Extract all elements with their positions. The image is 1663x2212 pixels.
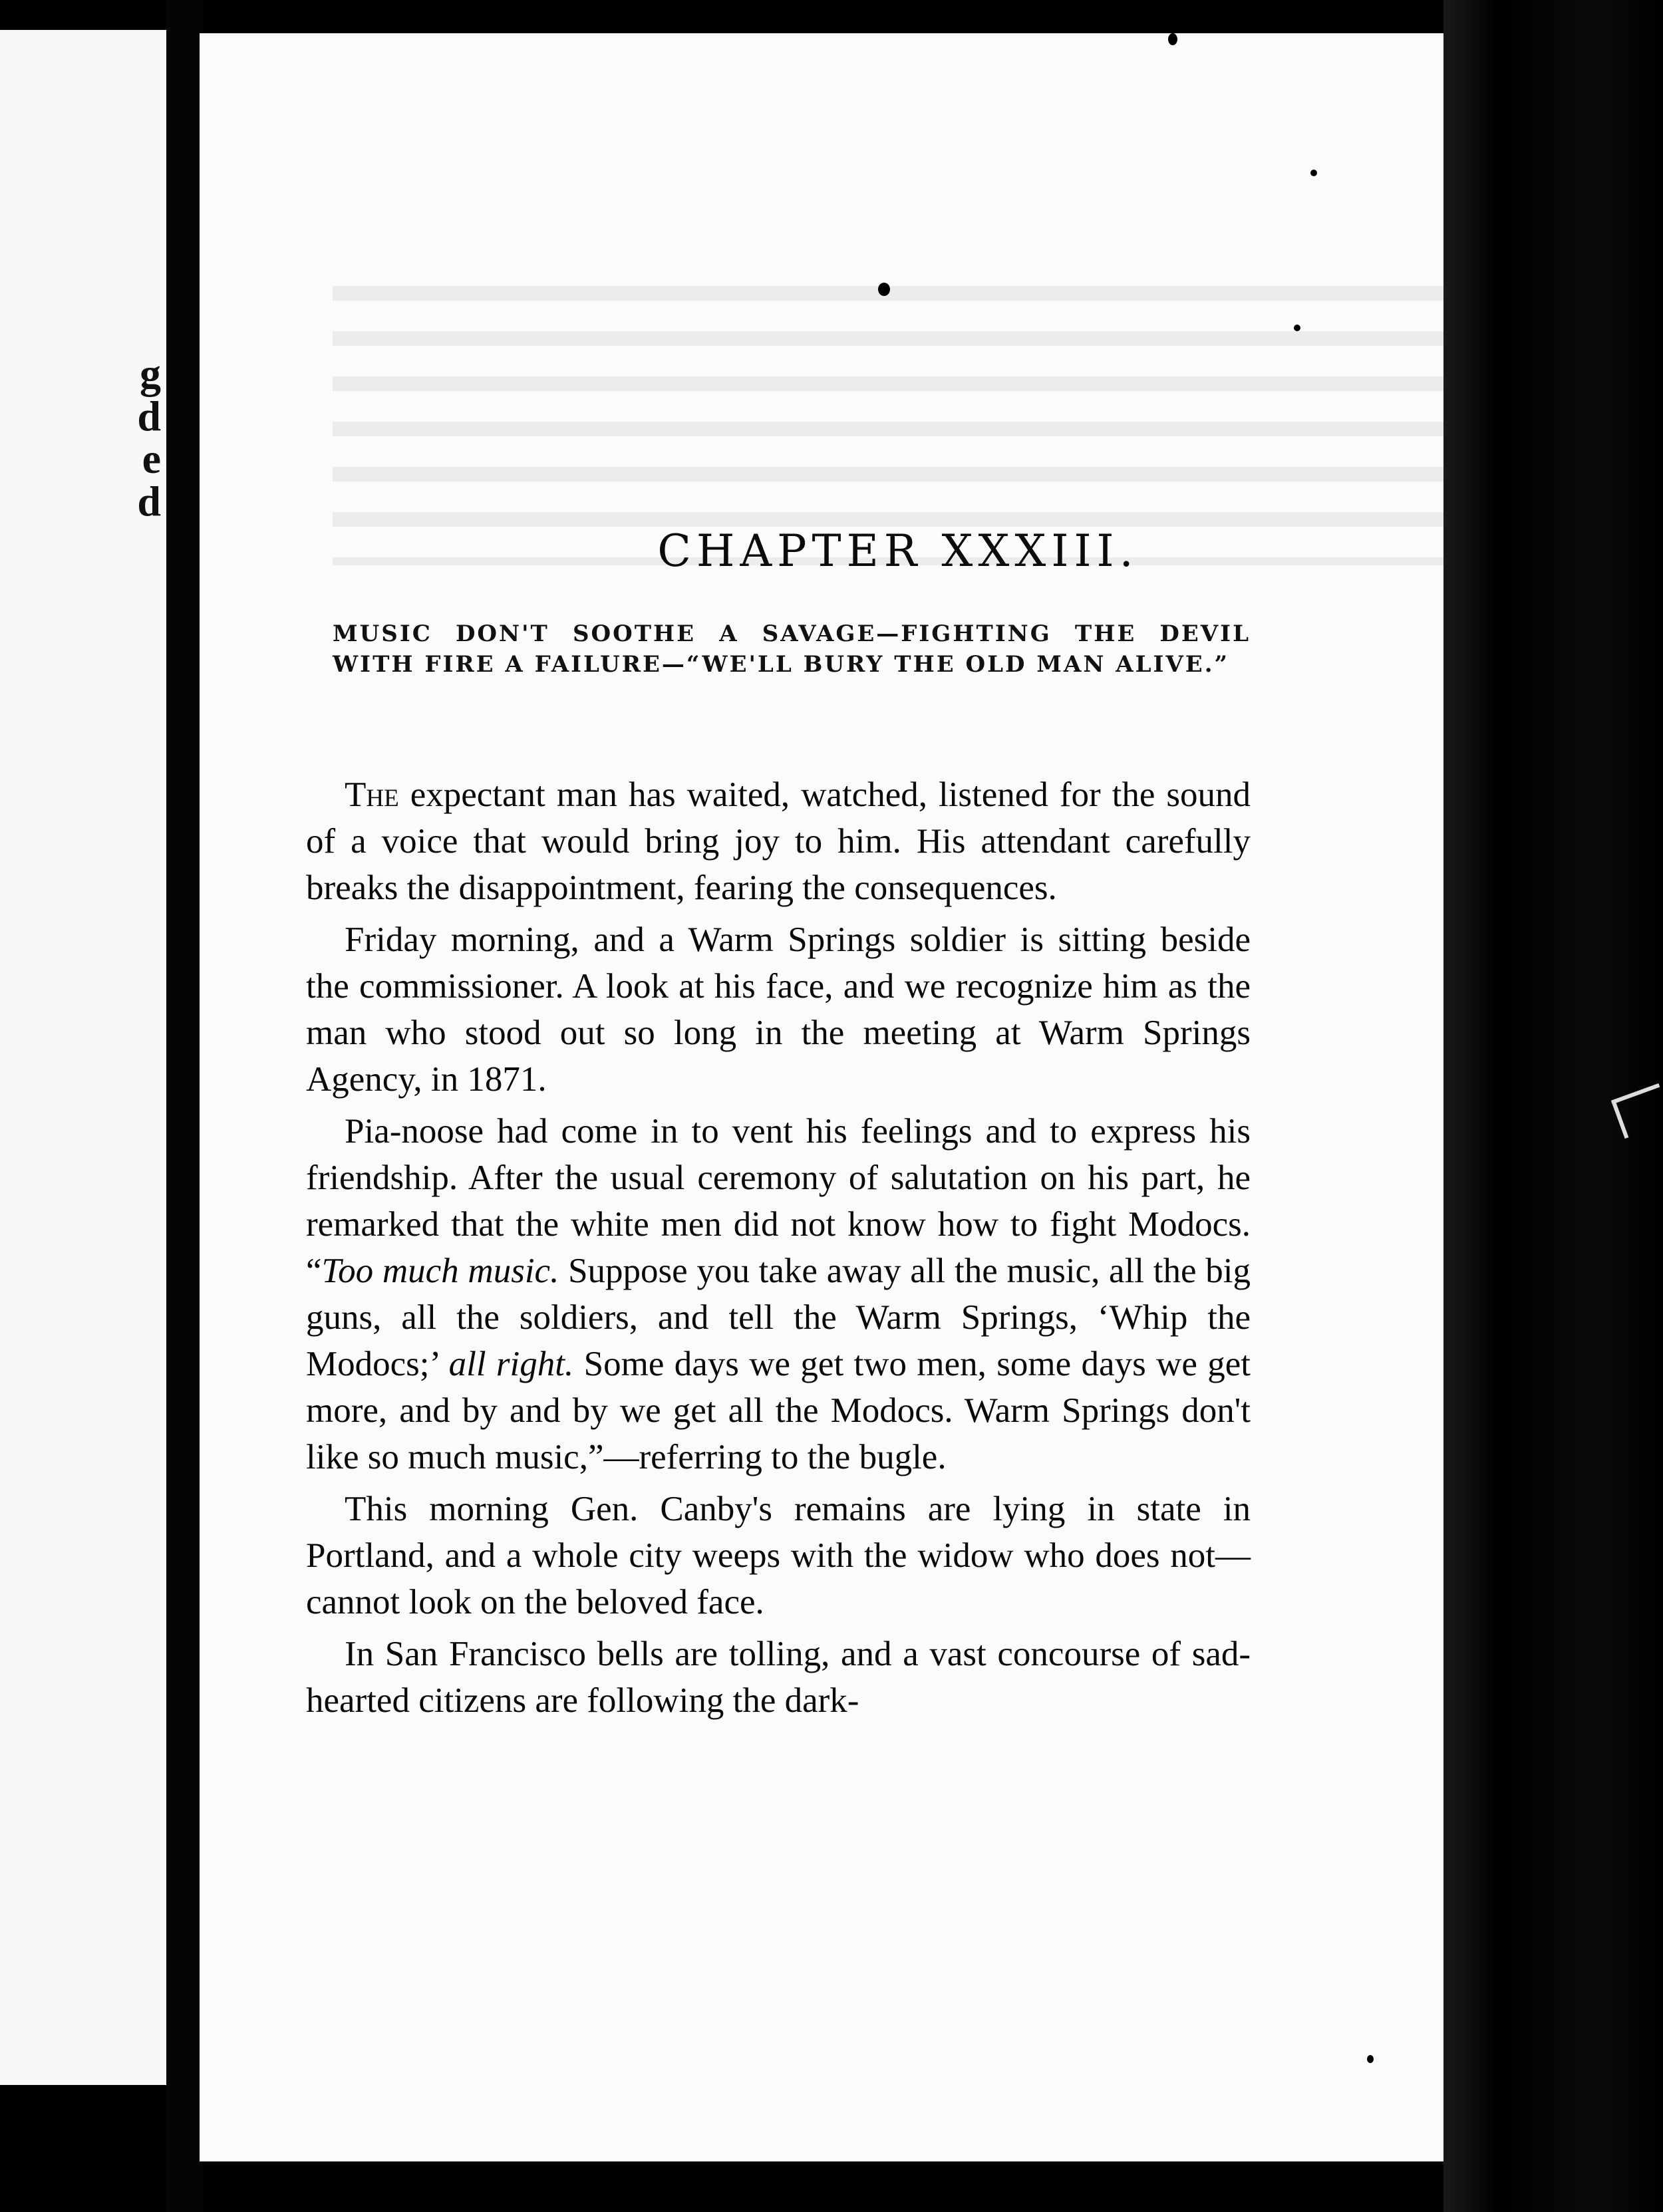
italic-quote: all right. [448,1345,574,1383]
chapter-summary: MUSIC DON'T SOOTHE A SAVAGE—FIGHTING THE DEVIL WITH FIRE A FAILURE—“WE'LL BURY THE OLD MAN ALIVE.” [333,621,1251,678]
edge-letter: g [140,350,161,397]
scanned-page [200,33,1443,2161]
body-text [306,771,1251,1729]
drop-lead-word: The [345,775,399,814]
left-page-sliver [0,30,166,2085]
ink-speck [1294,325,1300,331]
paragraph [306,771,1251,911]
left-page-edge-text [137,352,161,523]
paragraph-text: expectant man has waited, watched, listened for the sound of a voice that would bring joy to him. His attendant carefully breaks the disappointment, fearing the consequences. [306,775,1251,907]
book-gutter [166,0,203,2212]
paragraph-text: Suppose you take away all the music, all the big guns, all the soldiers, and tell the Warm Springs, ‘Whip the Modocs;’ [306,1252,1251,1383]
paragraph: In San Francisco bells are tolling, and a vast concourse of sad-hearted citizens are following the dark- [306,1635,1251,1720]
chapter-title: CHAPTER XXXIII. [657,525,1139,577]
ink-speck [1310,170,1317,176]
edge-letter: d [137,478,161,525]
ink-speck [1168,33,1177,45]
paragraph-text: Pia-noose had come in to vent his feelings and to express his friendship. After the usual ceremony of salutation on his part, he remarked that the white men did not know how to fight Modocs. “ [306,1112,1251,1290]
italic-quote: Too much music. [321,1252,559,1290]
edge-letter: d [137,392,161,440]
paragraph [306,1108,1251,1480]
ink-speck [1367,2055,1374,2063]
paragraph-text: Some days we get two men, some days we get more, and by and by we get all the Modocs. Warm Springs don't like so much music,”—referring to the bugle. [306,1345,1251,1476]
ink-speck [878,283,890,296]
paragraph: Friday morning, and a Warm Springs soldier is sitting beside the commissioner. A look at his face, and we recognize him as the man who stood out so long in the meeting at Warm Springs Agency, in 1871. [306,920,1251,1099]
paragraph: This morning Gen. Canby's remains are lying in state in Portland, and a whole city weeps with the widow who does not—cannot look on the beloved face. [306,1490,1251,1621]
edge-letter: e [142,435,161,482]
